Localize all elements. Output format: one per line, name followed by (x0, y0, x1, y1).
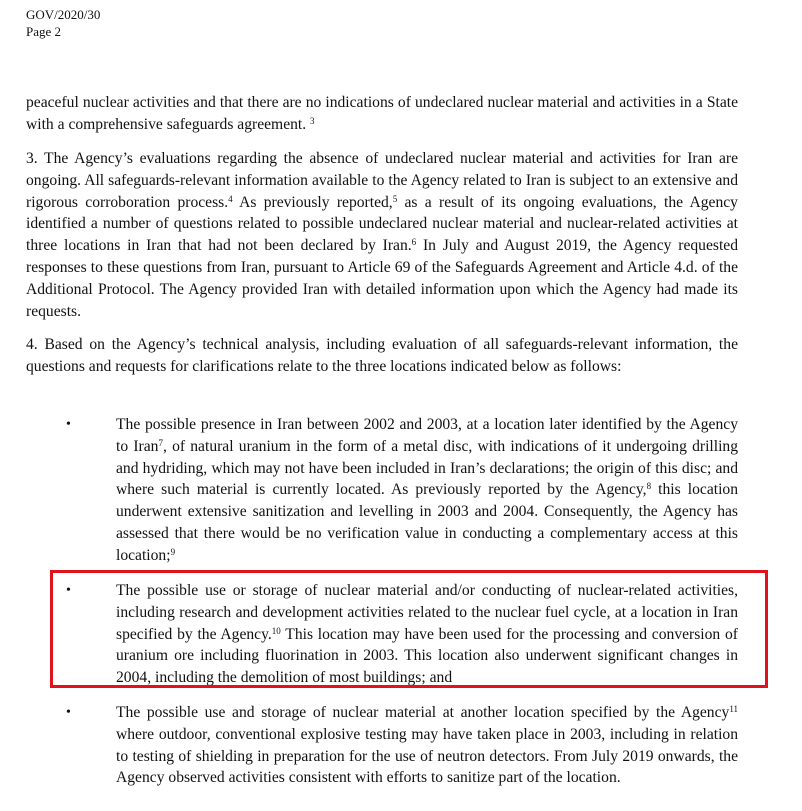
page-number: Page 2 (26, 24, 62, 39)
page-header (26, 6, 100, 40)
bullet-marker: • (66, 417, 71, 432)
bullet-item-2: The possible use or storage of nuclear material and/or conducting of nuclear-related activities, including research and development activities related to the nuclear fuel cycle, at a location in Iran specified by the Agency.$^{10}$ This location may have been used for the processing and conversion of uranium ore including fluorination in 2003. This location also underwent significant changes in 2004, including the demolition of most buildings; and (116, 582, 738, 687)
footnote-ref[interactable]: 8 (646, 481, 652, 492)
bullet-marker: • (66, 705, 71, 720)
document-id: GOV/2020/30 (26, 7, 101, 22)
paragraph-3: 3. The Agency’s evaluations regarding the absence of undeclared nuclear material and activities for Iran are ongoing. All safeguards-relevant information available to the Agency related to Iran is subject to an extensive and rigorous corroboration process.$^4$ As previously reported,$^5$ as a result of its ongoing evaluations, the Agency identified a number of questions related to possible undeclared nuclear material and nuclear-related activities at three locations in Iran that had not been declared by Iran.$^6$ In July and August 2019, the Agency requested responses to these questions from Iran, pursuant to Article 69 of the Safeguards Agreement and Article 4.d. of the Additional Protocol. The Agency provided Iran with detailed information upon which the Agency had made its requests. (26, 150, 738, 320)
footnote-ref[interactable]: 11 (729, 704, 738, 714)
highlight-box (50, 570, 768, 688)
footnote-ref[interactable]: 6 (411, 237, 417, 248)
footnote-ref[interactable]: 5 (392, 193, 398, 204)
paragraph-4: 4. Based on the Agency’s technical analysis, including evaluation of all safeguards-relevant information, the questions and requests for clarifications relate to the three locations indicated below as follows: (26, 336, 738, 375)
bullet-marker: • (66, 583, 71, 598)
footnote-ref[interactable]: 3 (310, 115, 315, 126)
intro-paragraph: peaceful nuclear activities and that there are no indications of undeclared nuclear material and activities in a State with a comprehensive safeguards agreement. $^3$ (26, 94, 738, 133)
bullet-item-1: The possible presence in Iran between 2002 and 2003, at a location later identified by the Agency to Iran$^7$, of natural uranium in the form of a metal disc, with indications of it undergoing drilling and hydriding, which may not have been included in Iran’s declarations; the origin of this disc; and where such material is currently located. As previously reported by the Agency,$^8$ this location underwent extensive sanitization and levelling in 2003 and 2004. Consequently, the Agency has assessed that there would be no verification value in conducting a complementary access at this location;$^9$ (116, 416, 738, 564)
footnote-ref[interactable]: 4 (228, 193, 233, 204)
bullet-item-3: The possible use and storage of nuclear material at another location specified by the Agency$^{11}$ where outdoor, conventional explosive testing may have taken place in 2003, including in relation to testing of shielding in preparation for the use of neutron detectors. From July 2019 onwards, the Agency observed activities consistent with efforts to sanitize part of the location. (116, 704, 738, 787)
footnote-ref[interactable]: 10 (271, 625, 281, 636)
footnote-ref[interactable]: 9 (170, 546, 176, 557)
footnote-ref[interactable]: 7 (158, 437, 163, 448)
